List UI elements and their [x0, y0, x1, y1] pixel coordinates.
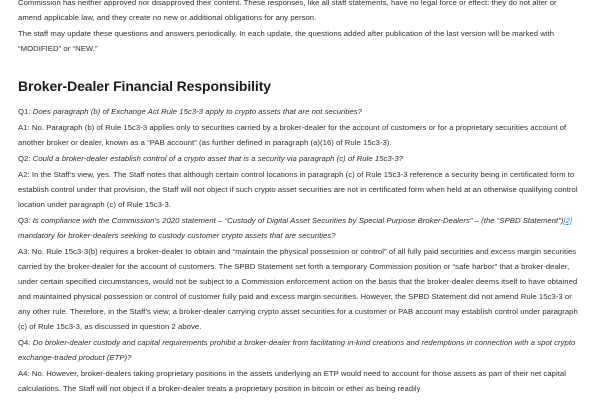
- answer-3: [18, 244, 580, 334]
- answer-2-prefix: A2:: [18, 170, 30, 179]
- answer-4-text: No. However, broker-dealers taking proprietary positions in the assets underlying an ETP would need to account for those assets as part of their net capital calculations. The Staff will not object if a broker-dealer treats a proprietary position in bitcoin or ether as being readily: [18, 369, 566, 393]
- section-heading: Broker-Dealer Financial Responsibility: [18, 78, 271, 94]
- question-1: [18, 104, 580, 119]
- answer-3-prefix: A3:: [18, 247, 30, 256]
- answer-2: [18, 167, 580, 212]
- footnote-2-link[interactable]: [2]: [563, 216, 573, 225]
- answer-1-text: No. Paragraph (b) of Rule 15c3-3 applies only to securities carried by a broker-dealer for the account of customers or for a proprietary securities account of another broker or dealer, known as a “PAB account” (as further defined in paragraph (a)(16) of Rule 15c3-3).: [18, 123, 567, 147]
- question-3-text: Is compliance with the Commission’s 2020 statement – “Custody of Digital Asset Securities by Special Purpose Broker-Dealers” – (the “SPBD Statement”): [32, 216, 564, 225]
- question-4-text: Do broker-dealer custody and capital requirements prohibit a broker-dealer from facilitating in-kind creations and redemptions in connection with a spot crypto exchange-traded product (ETP)?: [18, 338, 576, 362]
- intro-paragraph-disclaimer: Commission has neither approved nor disapproved their content. These responses, like all staff statements, have no legal force or effect: they do not alter or amend applicable law, and they create no new or additional obligations for any person.: [18, 0, 557, 22]
- question-4-prefix: Q4:: [18, 338, 31, 347]
- question-3-prefix: Q3:: [18, 216, 31, 225]
- answer-1-prefix: A1:: [18, 123, 30, 132]
- answer-4: [18, 366, 580, 396]
- answer-3-text: No. Rule 15c3-3(b) requires a broker-dealer to obtain and “maintain the physical possession or control” of all fully paid securities and excess margin securities carried by the broker-dealer for the account of customers. The SPBD Statement set forth a temporary Commission position or “safe harbor” that a broker-dealer, under certain specified circumstances, would not be subject to a Commission enforcement action on the basis that the broker-dealer deems itself to have obtained and maintained physical possession or control of customer fully paid and excess margin securities. However, the SPBD Statement did not amend Rule 15c3-3 or any other rule. Therefore, in the Staff’s view, a broker-dealer carrying crypto asset securities for a customer or PAB account may establish control under paragraph (c) of Rule 15c3-3, as discussed in question 2 above.: [18, 247, 578, 331]
- question-2-text: Could a broker-dealer establish control of a crypto asset that is a security via paragraph (c) of Rule 15c3-3?: [32, 154, 404, 163]
- question-1-prefix: Q1:: [18, 107, 31, 116]
- question-4: [18, 335, 580, 365]
- question-2-prefix: Q2:: [18, 154, 31, 163]
- answer-1: [18, 120, 580, 150]
- question-1-text: Does paragraph (b) of Exchange Act Rule 15c3-3 apply to crypto assets that are not securities?: [32, 107, 362, 116]
- intro-paragraph-updates: The staff may update these questions and answers periodically. In each update, the questions added after publication of the last version will be marked with “MODIFIED” or “NEW.”: [18, 29, 555, 53]
- answer-2-text: In the Staff’s view, yes. The Staff notes that although certain control locations in paragraph (c) of Rule 15c3-3 reference a security being in certificated form to establish control under that provision, the Staff will not object if such crypto asset securities are not in certificated form when held at an otherwise qualifying control location under paragraph (c) of Rule 15c3-3.: [18, 170, 578, 209]
- question-2: [18, 151, 580, 166]
- answer-4-prefix: A4:: [18, 369, 30, 378]
- question-3-text-continued: mandatory for broker-dealers seeking to custody customer crypto assets that are securities?: [18, 231, 336, 240]
- question-3: [18, 213, 580, 243]
